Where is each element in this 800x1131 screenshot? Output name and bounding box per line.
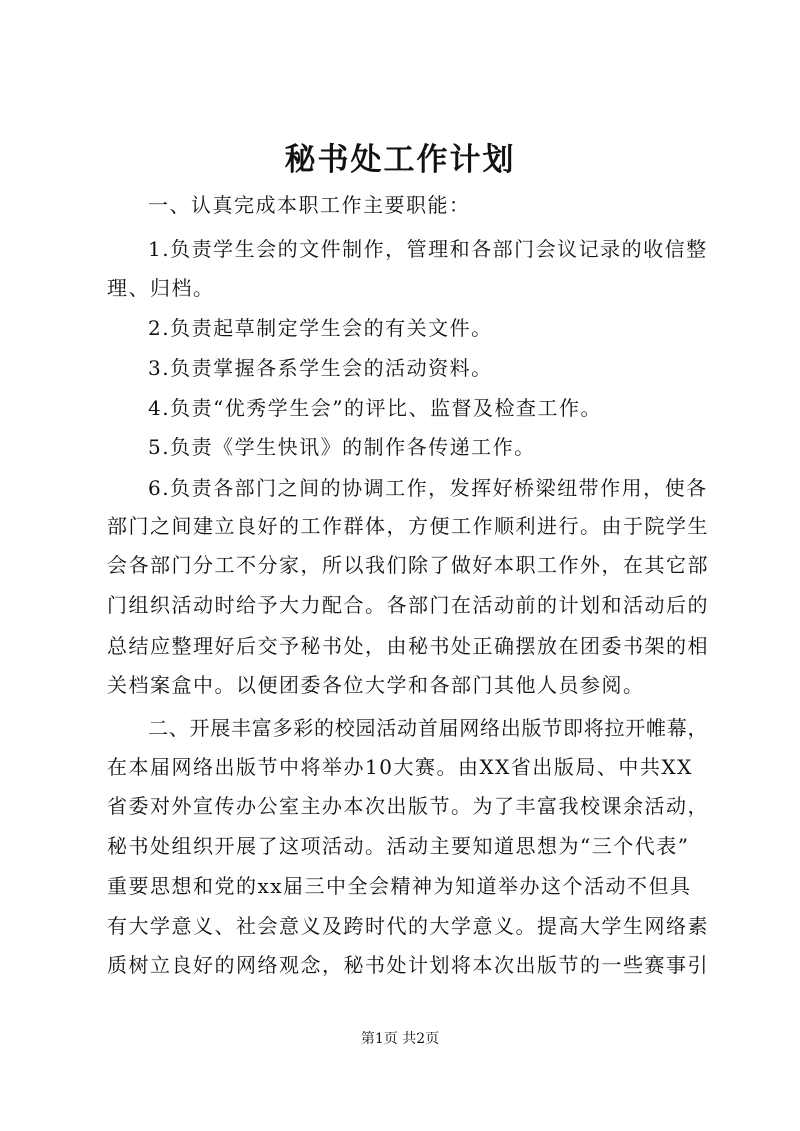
body-line: 秘书处组织开展了这项活动。活动主要知道思想为“三个代表” — [107, 834, 690, 858]
body-line: 1.负责学生会的文件制作，管理和各部门会议记录的收信整 — [148, 237, 708, 261]
body-line: 门组织活动时给予大力配合。各部门在活动前的计划和活动后的 — [107, 593, 709, 617]
body-line: 3.负责掌握各系学生会的活动资料。 — [148, 356, 493, 380]
body-line: 质树立良好的网络观念，秘书处计划将本次出版节的一些赛事引 — [107, 953, 709, 977]
body-line: 在本届网络出版节中将举办10大赛。由XX省出版局、中共XX — [107, 755, 693, 779]
document-title: 秘书处工作计划 — [284, 142, 516, 178]
body-line: 一、认真完成本职工作主要职能： — [148, 193, 471, 217]
body-line: 总结应整理好后交予秘书处，由秘书处正确摆放在团委书架的相 — [107, 634, 709, 658]
body-line: 2.负责起草制定学生会的有关文件。 — [148, 316, 493, 340]
body-line: 省委对外宣传办公室主办本次出版节。为了丰富我校课余活动， — [107, 794, 709, 818]
body-line: 有大学意义、社会意义及跨时代的大学意义。提高大学生网络素 — [107, 914, 709, 938]
body-line: 理、归档。 — [107, 276, 215, 300]
body-line: 重要思想和党的xx届三中全会精神为知道举办这个活动不但具 — [107, 874, 692, 898]
body-line: 5.负责《学生快讯》的制作各传递工作。 — [148, 435, 536, 459]
body-line: 6.负责各部门之间的协调工作，发挥好桥梁纽带作用，使各 — [148, 476, 708, 500]
body-line: 4.负责“优秀学生会”的评比、监督及检查工作。 — [148, 396, 603, 420]
body-line: 部门之间建立良好的工作群体，方便工作顺利进行。由于院学生 — [107, 514, 709, 538]
body-line: 关档案盒中。以便团委各位大学和各部门其他人员参阅。 — [107, 673, 645, 697]
body-line: 会各部门分工不分家，所以我们除了做好本职工作外，在其它部 — [107, 553, 709, 577]
body-line: 二、开展丰富多彩的校园活动首届网络出版节即将拉开帷幕， — [148, 716, 709, 740]
page-footer: 第1页 共2页 — [360, 1031, 440, 1047]
